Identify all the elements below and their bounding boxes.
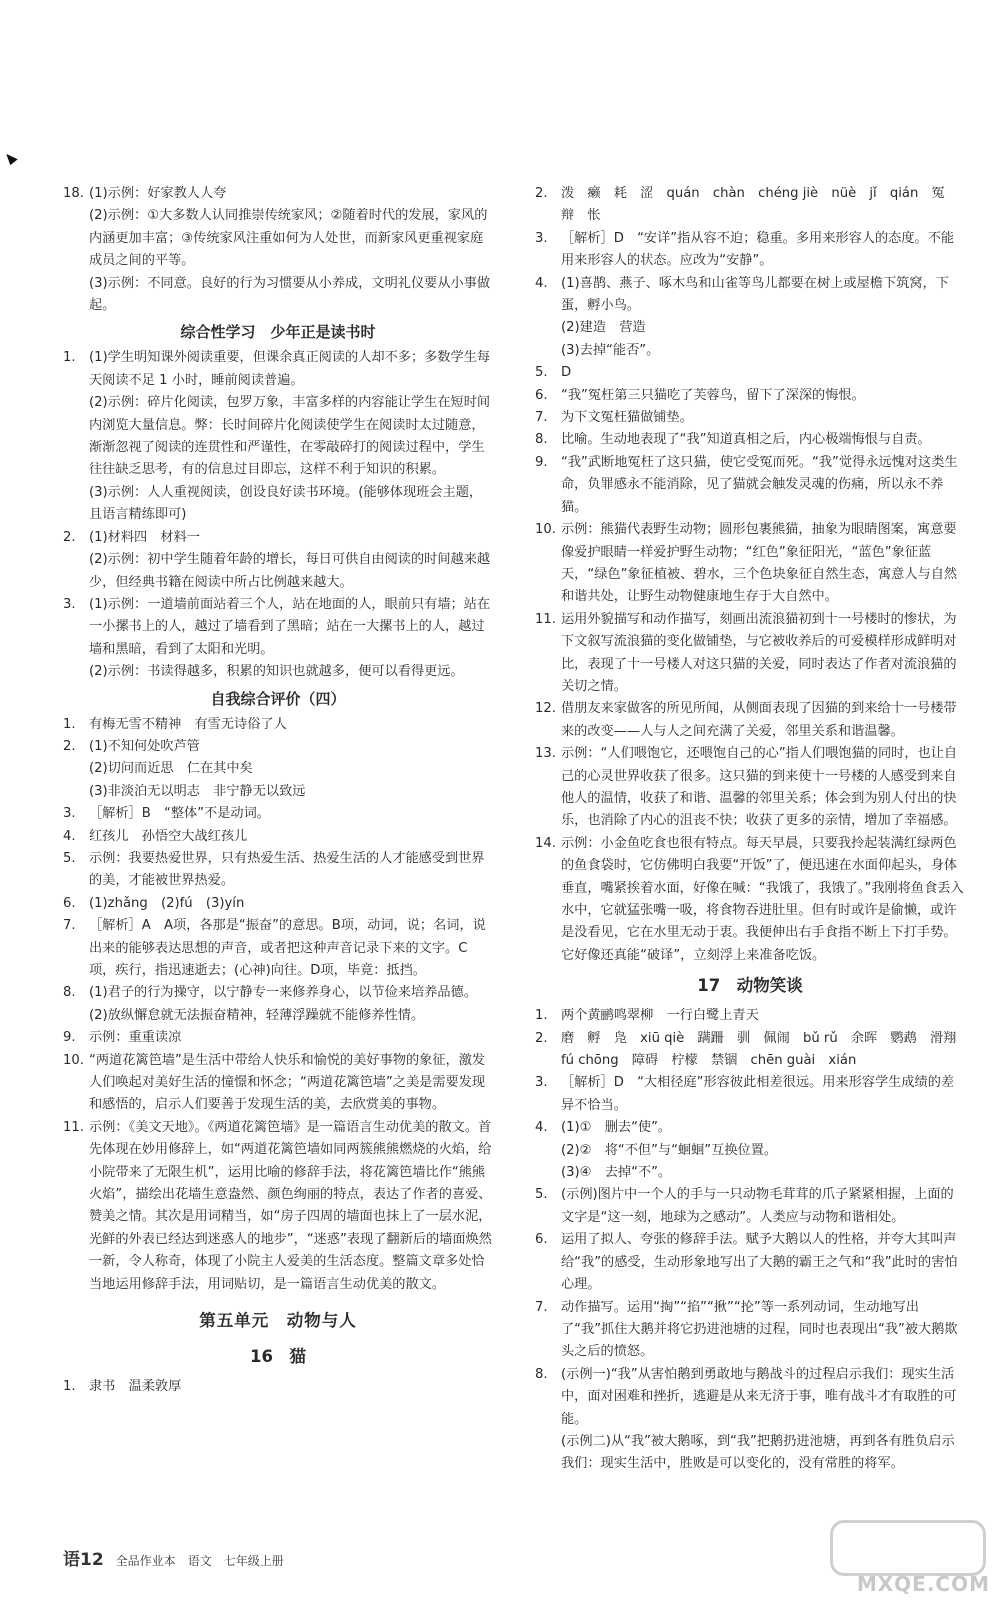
e2-part2: (2)切问而近思 仁在其中矣 xyxy=(89,761,253,777)
item-number: 11. xyxy=(535,611,556,627)
t7-text: 动作描写。运用“掏”“掐”“揪”“抡”等一系列动词，生动地写出了“我”抓住大鹅并将它扔进池塘的过程，同时也表现出“我”被大鹅欺头之后的愤怒。 xyxy=(561,1299,958,1360)
r14 xyxy=(535,833,965,967)
item-number: 5. xyxy=(63,850,76,866)
t1 xyxy=(535,1005,965,1027)
r7 xyxy=(535,407,965,429)
r4-part1: (1)喜鹊、燕子、啄木鸟和山雀等鸟儿都要在树上或屋檐下筑窝，下蛋，孵小鸟。 xyxy=(561,275,949,314)
item-number: 3. xyxy=(535,230,548,246)
e11 xyxy=(63,1117,493,1296)
corner-mark xyxy=(6,151,19,165)
e1-text: 有梅无雪不精神 有雪无诗俗了人 xyxy=(89,716,287,732)
watermark-logo-frame xyxy=(830,1520,986,1576)
watermark-logo xyxy=(800,1520,990,1598)
s2 xyxy=(63,527,493,594)
r4-part3: (3)去掉“能否”。 xyxy=(561,342,660,358)
series-name: 全品作业本 xyxy=(115,1554,176,1568)
c1-text: 隶书 温柔敦厚 xyxy=(89,1379,182,1395)
right-column xyxy=(535,183,970,1476)
item-number: 7. xyxy=(63,918,76,934)
item-number: 7. xyxy=(535,410,548,426)
item-number: 6. xyxy=(535,387,548,403)
r6-text: “我”冤枉第三只猫吃了芙蓉鸟，留下了深深的悔恨。 xyxy=(561,387,865,403)
section-heading-reading: 综合性学习 少年正是读书时 xyxy=(180,323,376,342)
t3 xyxy=(535,1072,965,1117)
q18-part3: (3)示例：不同意。良好的行为习惯要从小养成，文明礼仪要从小事做起。 xyxy=(89,275,491,314)
item-number: 1. xyxy=(63,716,76,732)
e2-part3: (3)非淡泊无以明志 非宁静无以致远 xyxy=(89,783,306,799)
t6 xyxy=(535,1229,965,1296)
q18-part2: (2)示例：①大多数人认同推崇传统家风；②随着时代的发展，家风的内涵更加丰富；③传统家风注重如何为人处世，而新家风更重视家庭成员之间的平等。 xyxy=(89,208,488,269)
r10-text: 示例：熊猫代表野生动物；圆形包裹熊猫，抽象为眼睛图案，寓意要像爱护眼睛一样爱护野生动物；“红色”象征阳光，“蓝色”象征蓝天，“绿色”象征植被、碧水，三个色块象征自然生态，寓意人与自然和谐共处，让野生动物健康地生存于大自然中。 xyxy=(561,522,958,605)
t4-part2: (2)② 将“不但”与“蛔蛔”互换位置。 xyxy=(561,1142,778,1158)
page-number: 语12 xyxy=(63,1550,104,1570)
c1 xyxy=(63,1376,493,1398)
item-number: 3. xyxy=(63,806,76,822)
item-number: 1. xyxy=(535,1008,548,1024)
e9 xyxy=(63,1027,493,1049)
r10 xyxy=(535,519,965,609)
item-number: 10. xyxy=(63,1052,84,1068)
e4-text: 红孩儿 孙悟空大战红孩儿 xyxy=(89,828,248,844)
item-number: 8. xyxy=(535,1366,548,1382)
r12-text: 借朋友来家做客的所见所闻，从侧面表现了因猫的到来给十一号楼带来的改变——人与人之间充满了关爱，邻里关系和谐温馨。 xyxy=(561,701,957,739)
t2 xyxy=(535,1028,970,1073)
r11 xyxy=(535,609,965,699)
item-number: 2. xyxy=(535,1030,548,1046)
t8-part1: (示例一)“我”从害怕鹅到勇敢地与鹅战斗的过程启示我们：现实生活中，面对困难和挫折，逃避是从来无济于事，唯有战斗才有取胜的可能。 xyxy=(561,1366,957,1427)
item-number: 5. xyxy=(535,1187,548,1203)
r5 xyxy=(535,362,965,384)
item-number: 8. xyxy=(535,432,548,448)
t8 xyxy=(535,1364,965,1476)
watermark-url: MXQE.COM xyxy=(856,1572,990,1596)
r3-text: ［解析］D “安详”指从容不迫；稳重。多用来形容人的态度。不能用来形容人的状态。应改为“安静”。 xyxy=(561,230,955,269)
r4 xyxy=(535,273,965,363)
item-number: 6. xyxy=(535,1232,548,1248)
item-number: 5. xyxy=(535,365,548,381)
s1-part3: (3)示例：人人重视阅读，创设良好读书环境。(能够体现班会主题，且语言精练即可) xyxy=(89,484,483,523)
r9 xyxy=(535,452,965,519)
t4 xyxy=(535,1117,965,1184)
item-number: 4. xyxy=(63,828,76,844)
s1-part1: (1)学生明知课外阅读重要，但课余真正阅读的人却不多；多数学生每天阅读不足 1 小时，睡前阅读普遍。 xyxy=(89,350,491,388)
e7 xyxy=(63,915,493,982)
item-number: 3. xyxy=(535,1075,548,1091)
item-number: 1. xyxy=(63,350,76,366)
item-number: 6. xyxy=(63,895,76,911)
e10-text: “两道花篱笆墙”是生活中带给人快乐和愉悦的美好事物的象征，激发人们唤起对美好生活的憧憬和怀念；“两道花篱笆墙”之美是需要发现和感悟的，启示人们要善于发现生活的美，去欣赏美的事物。 xyxy=(89,1052,486,1113)
item-number: 4. xyxy=(535,275,548,291)
item-number: 9. xyxy=(63,1030,76,1046)
item-number: 2. xyxy=(63,529,76,545)
e2-part1: (1)不知何处吹芦管 xyxy=(89,738,200,754)
lesson-heading-cat: 16 猫 xyxy=(250,1347,306,1367)
item-number: 10. xyxy=(535,522,556,538)
s3-part1: (1)示例：一道墙前面站着三个人，站在地面的人，眼前只有墙；站在一小摞书上的人，越过了墙看到了黑暗；站在一大摞书上的人，越过墙和黑暗，看到了太阳和光明。 xyxy=(89,596,491,657)
r3 xyxy=(535,228,965,273)
e3 xyxy=(63,803,493,825)
t1-text: 两个黄鹂鸣翠柳 一行白鹭上青天 xyxy=(561,1008,759,1024)
r11-text: 运用外貌描写和动作描写，刻画出流浪猫初到十一号楼时的惨状，为下文叙写流浪猫的变化做铺垫，与它被收养后的可爱模样形成鲜明对比，表现了十一号楼人对这只猫的关爱，同时表达了作者对流浪猫的关切之情。 xyxy=(561,611,957,694)
s3 xyxy=(63,594,493,684)
item-number: 9. xyxy=(535,454,548,470)
r9-text: “我”武断地冤枉了这只猫，使它受冤而死。“我”觉得永远愧对这类生命，负罪感永不能消除，见了猫就会触发灵魂的伤痛，所以永不养猫。 xyxy=(561,454,958,515)
item-number: 1. xyxy=(63,1379,76,1395)
t4-part1: (1)① 删去“使”。 xyxy=(561,1120,672,1136)
e5-text: 示例：我要热爱世界，只有热爱生活、热爱生活的人才能感受到世界的美，才能被世界热爱。 xyxy=(89,850,485,889)
e4 xyxy=(63,826,493,848)
r12 xyxy=(535,698,965,743)
r5-text: D xyxy=(561,365,572,381)
t5-text: (示例)图片中一个人的手与一只动物毛茸茸的爪子紧紧相握，上面的文字是“这一刻，地球为之感动”。人类应与动物和谐相处。 xyxy=(561,1187,954,1225)
s2-part2: (2)示例：初中学生随着年龄的增长，每日可供自由阅读的时间越来越少，但经典书籍在阅读中所占比例越来越大。 xyxy=(89,552,491,590)
e6 xyxy=(63,893,493,915)
s3-part2: (2)示例：书读得越多，积累的知识也就越多，便可以看得更远。 xyxy=(89,664,464,680)
item-number: 14. xyxy=(535,835,556,851)
r2 xyxy=(535,183,965,228)
e7-text: ［解析］A A项，各那是“振奋”的意思。B项，动词，说；名词，说出来的能够表达思想的声音，或者把这种声音记录下来的文字。C项，疾行，指迅速逝去；(心神)向往。D项，毕竟：抵挡。 xyxy=(89,918,486,978)
e11-text: 示例：《美文天地》。《两道花篱笆墙》是一篇语言生动优美的散文。首先体现在妙用修辞上，如“两道花篱笆墙如同两簇熊熊燃烧的火焰，给小院带来了无限生机”，运用比喻的修辞手法，将花篱笆墙比作“熊熊火焰”，描绘出花墙生意盎然、颜色绚丽的特点，表达了作者的喜爱、赞美之情。其次是用词精当，如“房子四周的墙面也抹上了一层水泥，光鲜的外表已经达到迷惑人的地步”，“迷惑”表现了翻新后的墙面焕然一新，令人称奇，体现了小院主人爱美的生活态度。整篇文章多处恰当地运用修辞手法，用词贴切，是一篇语言生动优美的散文。 xyxy=(89,1119,492,1292)
page-footer xyxy=(63,1545,284,1570)
q18-part1: (1)示例：好家教人人夸 xyxy=(89,186,227,201)
e5 xyxy=(63,848,493,893)
e9-text: 示例：重重读凉 xyxy=(89,1030,182,1046)
r8-text: 比喻。生动地表现了“我”知道真相之后，内心极端悔恨与自责。 xyxy=(561,432,931,448)
e8-part1: (1)君子的行为操守，以宁静专一来修养身心，以节俭来培养品德。 xyxy=(89,985,477,1001)
item-number: 3. xyxy=(63,596,76,612)
t2-text: 磨 孵 凫 xiū qiè 蹒跚 驯 佩闹 bǔ rǔ 余晖 鹦鹉 滑翔 fú chōng 障碍 柠檬 禁锢 chēn guài xián xyxy=(561,1030,970,1069)
s1-part2: (2)示例：碎片化阅读，包罗万象，丰富多样的内容能让学生在短时间内浏览大量信息。弊：长时间碎片化阅读使学生在阅读时太过随意，渐渐忽视了阅读的连贯性和严谨性，在零敲碎打的阅读过程中，学生往往缺乏思考，有的信息过目即忘，这样不利于知识的积累。 xyxy=(89,395,491,478)
subject-name: 语文 xyxy=(187,1554,212,1568)
e6-text: (1)zhǎng (2)fú (3)yín xyxy=(89,895,245,911)
r2-text: 泼 癞 耗 涩 quán chàn chéng jiè nüè jǐ qián 冤 辩 怅 xyxy=(561,186,958,224)
t6-text: 运用了拟人、夸张的修辞手法。赋予大鹅以人的性格，并夸大其叫声给“我”的感受，生动形象地写出了大鹅的霸王之气和“我”此时的害怕心理。 xyxy=(561,1232,958,1293)
t8-part2: (示例二)从“我”被大鹅啄，到“我”把鹅扔进池塘，再到各有胜负启示我们：现实生活中，胜败是可以变化的，没有常胜的将军。 xyxy=(561,1433,955,1472)
e2 xyxy=(63,736,493,803)
s2-part1: (1)材料四 材料一 xyxy=(89,529,200,545)
q18 xyxy=(63,183,493,317)
lesson-heading-animal-jokes: 17 动物笑谈 xyxy=(697,976,803,996)
e8 xyxy=(63,982,493,1027)
r8 xyxy=(535,429,965,451)
r4-part2: (2)建造 营造 xyxy=(561,320,646,336)
r14-text: 示例：小金鱼吃食也很有特点。每天早晨，只要我拎起装满红绿两色的鱼食袋时，它仿佛明白我要“开饭”了，便迅速在水面仰起头，身体垂直，嘴紧挨着水面，好像在喊：“我饿了，我饿了。”我刚将鱼食丢入水中，它就猛张嘴一吸，将食物吞进肚里。但有时或许是偷懒，或许是没看见，它在水里无动于衷。我便伸出右手食指不断上下打手势。它好像还真能“破译”，立刻浮上来准备吃饭。 xyxy=(561,835,964,963)
item-number: 4. xyxy=(535,1120,548,1136)
s1 xyxy=(63,347,493,526)
e10 xyxy=(63,1050,493,1117)
item-number: 13. xyxy=(535,746,556,762)
e1 xyxy=(63,714,493,736)
t5 xyxy=(535,1184,965,1229)
item-number: 2. xyxy=(63,738,76,754)
grade-name: 七年级上册 xyxy=(223,1554,284,1568)
item-number: 8. xyxy=(63,985,76,1001)
e3-text: ［解析］B “整体”不是动词。 xyxy=(89,806,270,822)
t7 xyxy=(535,1297,965,1364)
item-number: 12. xyxy=(535,701,556,717)
item-number: 18. xyxy=(63,186,84,201)
r13 xyxy=(535,743,965,833)
r13-text: 示例：“人们喂饱它，还喂饱自己的心”指人们喂饱猫的同时，也让自己的心灵世界收获了很多。这只猫的到来使十一号楼的人感受到来自他人的温情，收获了和谐、温馨的邻里关系；体会到为别人付出的快乐，也消除了内心的沮丧不快；收获了更多的亲情，增加了幸福感。 xyxy=(561,746,958,829)
r7-text: 为下文冤枉猫做铺垫。 xyxy=(561,410,693,426)
r6 xyxy=(535,385,965,407)
e8-part2: (2)放纵懈怠就无法振奋精神，轻薄浮躁就不能修养性情。 xyxy=(89,1007,425,1023)
unit-heading: 第五单元 动物与人 xyxy=(199,1311,357,1331)
t3-text: ［解析］D “大相径庭”形容彼此相差很远。用来形容学生成绩的差异不恰当。 xyxy=(561,1075,955,1113)
item-number: 7. xyxy=(535,1299,548,1315)
left-column xyxy=(63,183,493,1399)
t4-part3: (3)④ 去掉“不”。 xyxy=(561,1165,672,1181)
item-number: 2. xyxy=(535,186,548,201)
section-heading-self-eval: 自我综合评价（四） xyxy=(210,689,346,708)
item-number: 11. xyxy=(63,1119,84,1135)
